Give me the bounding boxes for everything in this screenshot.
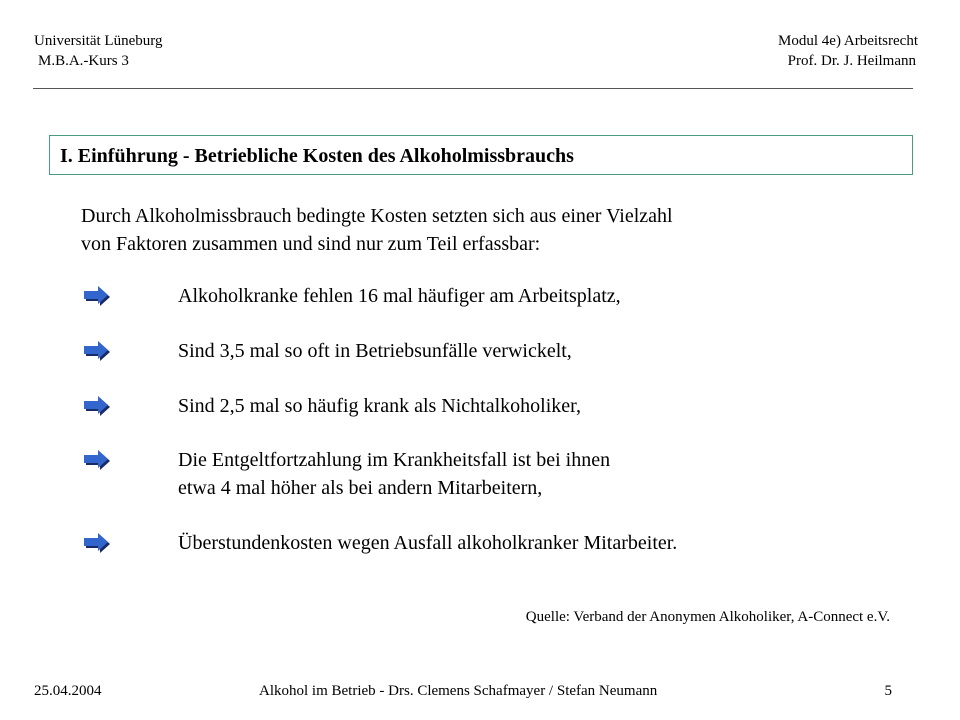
header-divider [33,88,913,89]
footer-date: 25.04.2004 [34,683,102,699]
bullet-line: Sind 3,5 mal so oft in Betriebsunfälle verwickelt, [178,340,572,362]
right-arrow-icon [83,449,111,471]
bullet-line: Überstundenkosten wegen Ausfall alkoholkranker Mitarbeiter. [178,532,678,554]
header-left [34,31,162,71]
bullet-item [83,285,943,345]
bullet-item [83,340,943,400]
right-arrow-icon [83,340,111,362]
page-number: 5 [884,683,892,699]
right-arrow-icon [83,395,111,417]
module-name: Modul 4e) Arbeitsrecht [778,33,918,49]
footer-title: Alkohol im Betrieb - Drs. Clemens Schafmayer / Stefan Neumann [259,683,658,699]
header-right [778,31,918,71]
bullet-text [178,392,581,420]
bullet-text [178,337,572,365]
slide-title-box [49,135,913,175]
bullet-line-continued: etwa 4 mal höher als bei andern Mitarbeitern, [178,477,543,499]
bullet-text [178,446,610,502]
bullet-item [83,449,943,509]
bullet-text [178,282,621,310]
slide-title: I. Einführung - Betriebliche Kosten des Alkoholmissbrauchs [60,145,574,167]
source-citation: Quelle: Verband der Anonymen Alkoholiker, A-Connect e.V. [525,609,890,625]
bullet-line: Sind 2,5 mal so häufig krank als Nichtalkoholiker, [178,395,582,417]
bullet-item [83,532,943,592]
intro-text [81,202,673,258]
right-arrow-icon [83,285,111,307]
intro-line-2: von Faktoren zusammen und sind nur zum Teil erfassbar: [81,233,541,255]
right-arrow-icon [83,532,111,554]
university-name: Universität Lüneburg [34,33,163,49]
bullet-text [178,529,677,557]
intro-line-1: Durch Alkoholmissbrauch bedingte Kosten setzten sich aus einer Vielzahl [81,205,673,227]
bullet-line: Alkoholkranke fehlen 16 mal häufiger am Arbeitsplatz, [178,285,621,307]
lecturer-name: Prof. Dr. J. Heilmann [787,53,916,69]
course-name: M.B.A.-Kurs 3 [38,53,129,69]
bullet-line: Die Entgeltfortzahlung im Krankheitsfall ist bei ihnen [178,449,611,471]
